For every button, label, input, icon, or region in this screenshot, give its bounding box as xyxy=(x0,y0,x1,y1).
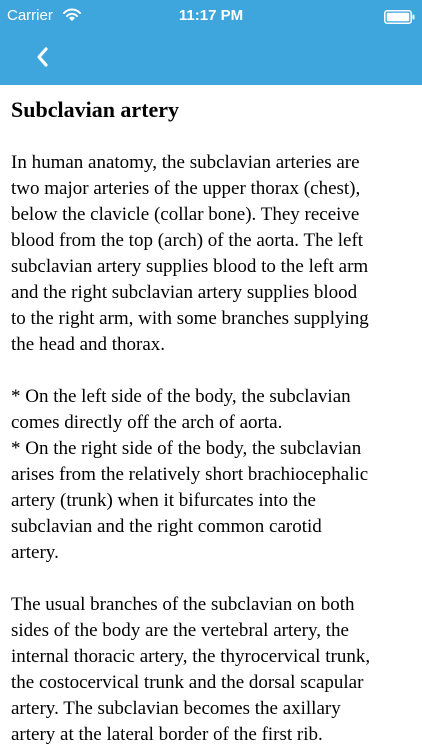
carrier-label: Carrier xyxy=(7,7,53,24)
article-content xyxy=(11,96,415,748)
page-title: Subclavian artery xyxy=(11,97,180,122)
battery-icon xyxy=(384,10,415,24)
nav-header xyxy=(0,0,422,85)
status-time: 11:17 PM xyxy=(178,7,244,24)
article-paragraph-sides: * On the left side of the body, the subclavian comes directly off the arch of aorta. * On the right side of the body, the subclavian arises from the relatively short brachiocephalic artery (trunk) when it bifurcates into the subclavian and the right common carotid artery. xyxy=(11,386,369,563)
back-button[interactable] xyxy=(28,42,58,72)
chevron-left-icon xyxy=(39,49,46,65)
article-paragraph-intro: In human anatomy, the subclavian arteries are two major arteries of the upper thorax (chest), below the clavicle (collar bone). They receive blood from the top (arch) of the aorta. The left subclavian artery supplies blood to the left arm and the right subclavian artery supplies blood to the right arm, with some branches supplying the head and thorax. xyxy=(11,152,369,355)
status-bar xyxy=(0,0,422,34)
article-paragraph-branches: The usual branches of the subclavian on both sides of the body are the vertebral artery, the internal thoracic artery, the thyrocervical trunk, the costocervical trunk and the dorsal scapular artery. The subclavian becomes the axillary artery at the lateral border of the first rib. xyxy=(11,594,371,745)
